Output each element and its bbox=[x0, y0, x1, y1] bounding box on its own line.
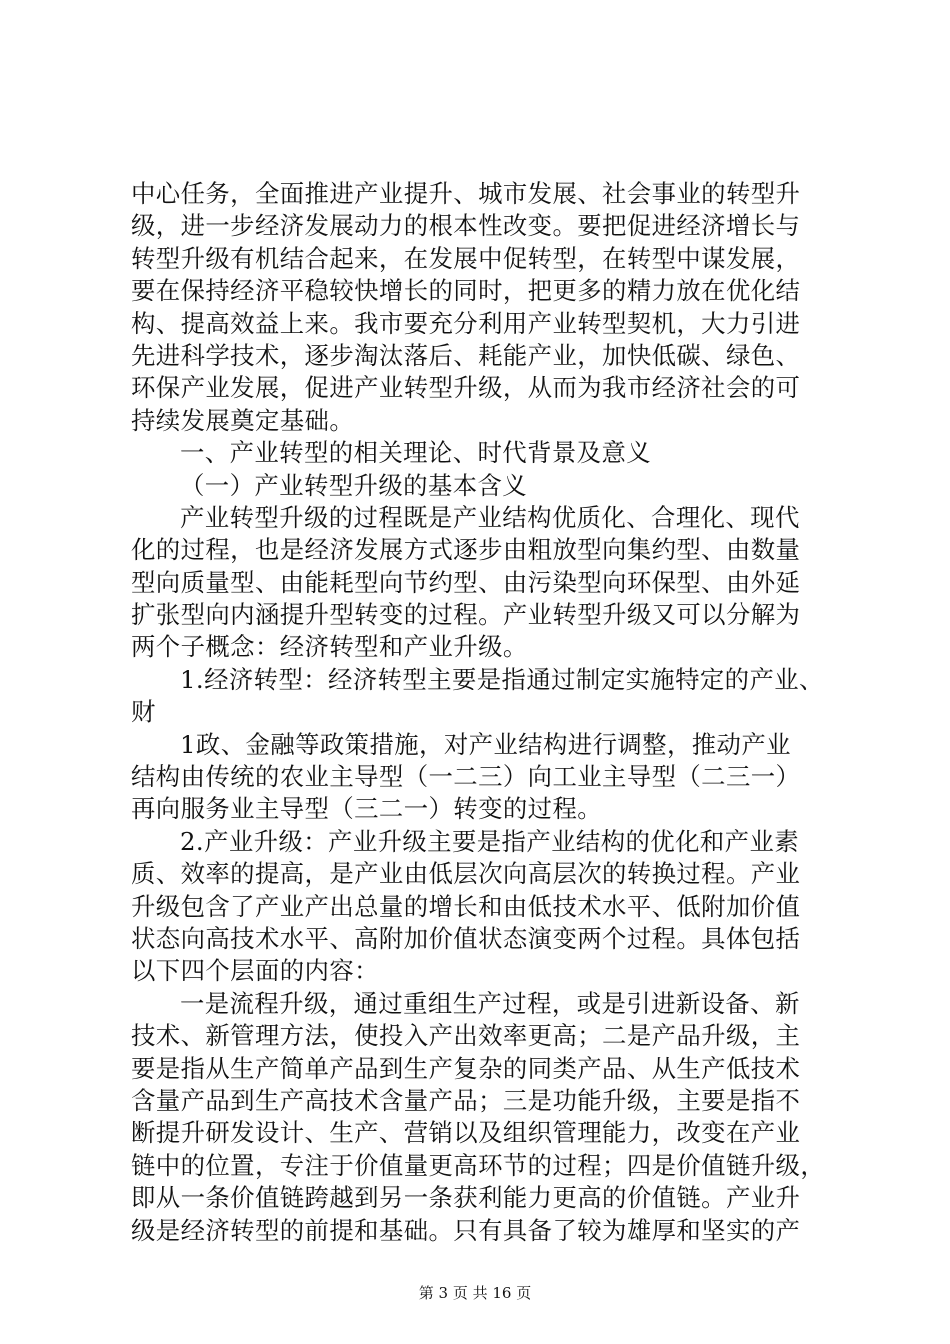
text-line: 转型升级有机结合起来，在发展中促转型，在转型中谋发展， bbox=[131, 243, 801, 273]
text-line: 技术、新管理方法，使投入产出效率更高；二是产品升级，主 bbox=[131, 1021, 801, 1051]
text-line: 先进科学技术，逐步淘汰落后、耗能产业，加快低碳、绿色、 bbox=[131, 340, 801, 370]
text-line: 2.产业升级：产业升级主要是指产业结构的优化和产业素 bbox=[180, 826, 800, 856]
text-line: 含量产品到生产高技术含量产品；三是功能升级，主要是指不 bbox=[131, 1085, 801, 1115]
text-line: 级是经济转型的前提和基础。只有具备了较为雄厚和坚实的产 bbox=[131, 1215, 801, 1245]
text-line: 1.经济转型：经济转型主要是指通过制定实施特定的产业、 bbox=[180, 664, 824, 694]
text-line: 化的过程，也是经济发展方式逐步由粗放型向集约型、由数量 bbox=[131, 535, 801, 565]
text-line: 产业转型升级的过程既是产业结构优质化、合理化、现代 bbox=[180, 502, 800, 532]
text-line: 扩张型向内涵提升型转变的过程。产业转型升级又可以分解为 bbox=[131, 600, 801, 630]
text-line: 以下四个层面的内容： bbox=[131, 956, 379, 986]
page-number-footer: 第 3 页 共 16 页 bbox=[418, 1284, 532, 1302]
text-line: 持续发展奠定基础。 bbox=[131, 405, 355, 435]
text-line: 1政、金融等政策措施，对产业结构进行调整，推动产业 bbox=[180, 729, 791, 759]
text-line: 型向质量型、由能耗型向节约型、由污染型向环保型、由外延 bbox=[131, 567, 801, 597]
section-heading: 一、产业转型的相关理论、时代背景及意义 bbox=[180, 438, 652, 468]
text-line: 再向服务业主导型（三二一）转变的过程。 bbox=[131, 794, 603, 824]
text-line: 状态向高技术水平、高附加价值状态演变两个过程。具体包括 bbox=[131, 923, 801, 953]
text-line: 即从一条价值链跨越到另一条获利能力更高的价值链。产业升 bbox=[131, 1183, 801, 1213]
text-line: 两个子概念：经济转型和产业升级。 bbox=[131, 632, 528, 662]
text-line: 结构由传统的农业主导型（一二三）向工业主导型（二三一） bbox=[131, 762, 801, 792]
text-line: 断提升研发设计、生产、营销以及组织管理能力，改变在产业 bbox=[131, 1118, 801, 1148]
text-line: 要是指从生产简单产品到生产复杂的同类产品、从生产低技术 bbox=[131, 1053, 801, 1083]
text-line: 环保产业发展，促进产业转型升级，从而为我市经济社会的可 bbox=[131, 373, 801, 403]
text-line: 构、提高效益上来。我市要充分利用产业转型契机，大力引进 bbox=[131, 308, 801, 338]
text-line: 一是流程升级，通过重组生产过程，或是引进新设备、新 bbox=[180, 988, 800, 1018]
subsection-heading: （一）产业转型升级的基本含义 bbox=[180, 470, 528, 500]
text-line: 升级包含了产业产出总量的增长和由低技术水平、低附加价值 bbox=[131, 891, 801, 921]
text-line: 中心任务，全面推进产业提升、城市发展、社会事业的转型升 bbox=[131, 179, 801, 208]
text-line: 链中的位置，专注于价值量更高环节的过程；四是价值链升级， bbox=[131, 1150, 826, 1180]
text-line: 财 bbox=[131, 697, 156, 727]
body-text bbox=[131, 178, 831, 1247]
text-line: 要在保持经济平稳较快增长的同时，把更多的精力放在优化结 bbox=[131, 276, 801, 306]
text-line: 级，进一步经济发展动力的根本性改变。要把促进经济增长与 bbox=[131, 211, 801, 241]
text-line: 质、效率的提高，是产业由低层次向高层次的转换过程。产业 bbox=[131, 859, 801, 889]
